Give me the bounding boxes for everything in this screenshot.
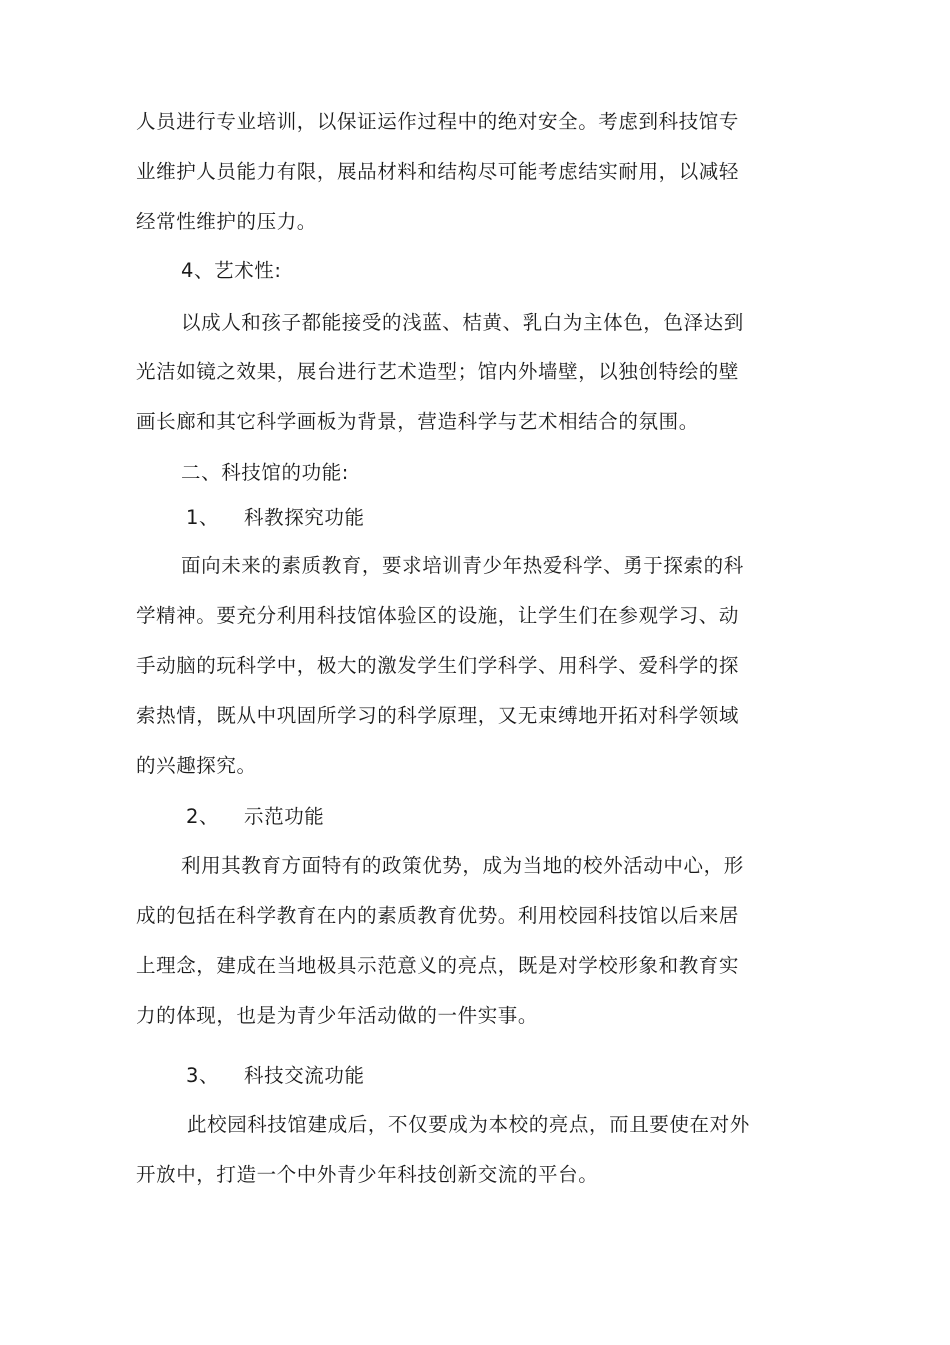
list-item-heading [186,804,324,830]
paragraph-line: 上理念，建成在当地极具示范意义的亮点，既是对学校形象和教育实 [136,954,740,977]
paragraph-line: 面向未来的素质教育，要求培训青少年热爱科学、勇于探索的科 [181,554,744,577]
paragraph-line: 利用其教育方面特有的政策优势，成为当地的校外活动中心，形 [181,854,744,877]
paragraph-line: 开放中，打造一个中外青少年科技创新交流的平台。 [136,1163,599,1186]
paragraph-line: 画长廊和其它科学画板为背景，营造科学与艺术相结合的氛围。 [136,410,699,433]
list-item-title: 科技交流功能 [244,1064,365,1087]
paragraph-line: 手动脑的玩科学中，极大的激发学生们学科学、用科学、爱科学的探 [136,654,740,677]
paragraph-line: 业维护人员能力有限，展品材料和结构尽可能考虑结实耐用，以减轻 [136,160,740,183]
section-heading-artistry: 4、艺术性: [181,259,282,282]
paragraph-line: 经常性维护的压力。 [136,210,317,233]
paragraph-line: 成的包括在科学教育在内的素质教育优势。利用校园科技馆以后来居 [136,904,740,927]
list-item-heading [186,1063,365,1089]
list-item-number: 1、 [186,506,220,529]
paragraph-line: 力的体现，也是为青少年活动做的一件实事。 [136,1004,539,1027]
paragraph-line: 人员进行专业培训，以保证运作过程中的绝对安全。考虑到科技馆专 [136,110,740,133]
paragraph-line: 的兴趣探究。 [136,754,257,777]
list-item-number: 2、 [186,805,220,828]
paragraph-line: 光洁如镜之效果，展台进行艺术造型；馆内外墙壁，以独创特绘的壁 [136,360,740,383]
paragraph-line: 以成人和孩子都能接受的浅蓝、桔黄、乳白为主体色，色泽达到 [181,311,744,334]
paragraph-line: 此校园科技馆建成后，不仅要成为本校的亮点，而且要使在对外 [187,1113,750,1136]
list-item-heading [186,505,365,531]
list-item-title: 示范功能 [244,805,325,828]
section-heading-functions: 二、科技馆的功能: [181,461,349,484]
paragraph-line: 索热情，既从中巩固所学习的科学原理，又无束缚地开拓对科学领域 [136,704,740,727]
paragraph-line: 学精神。要充分利用科技馆体验区的设施，让学生们在参观学习、动 [136,604,740,627]
list-item-title: 科教探究功能 [244,506,365,529]
list-item-number: 3、 [186,1064,220,1087]
